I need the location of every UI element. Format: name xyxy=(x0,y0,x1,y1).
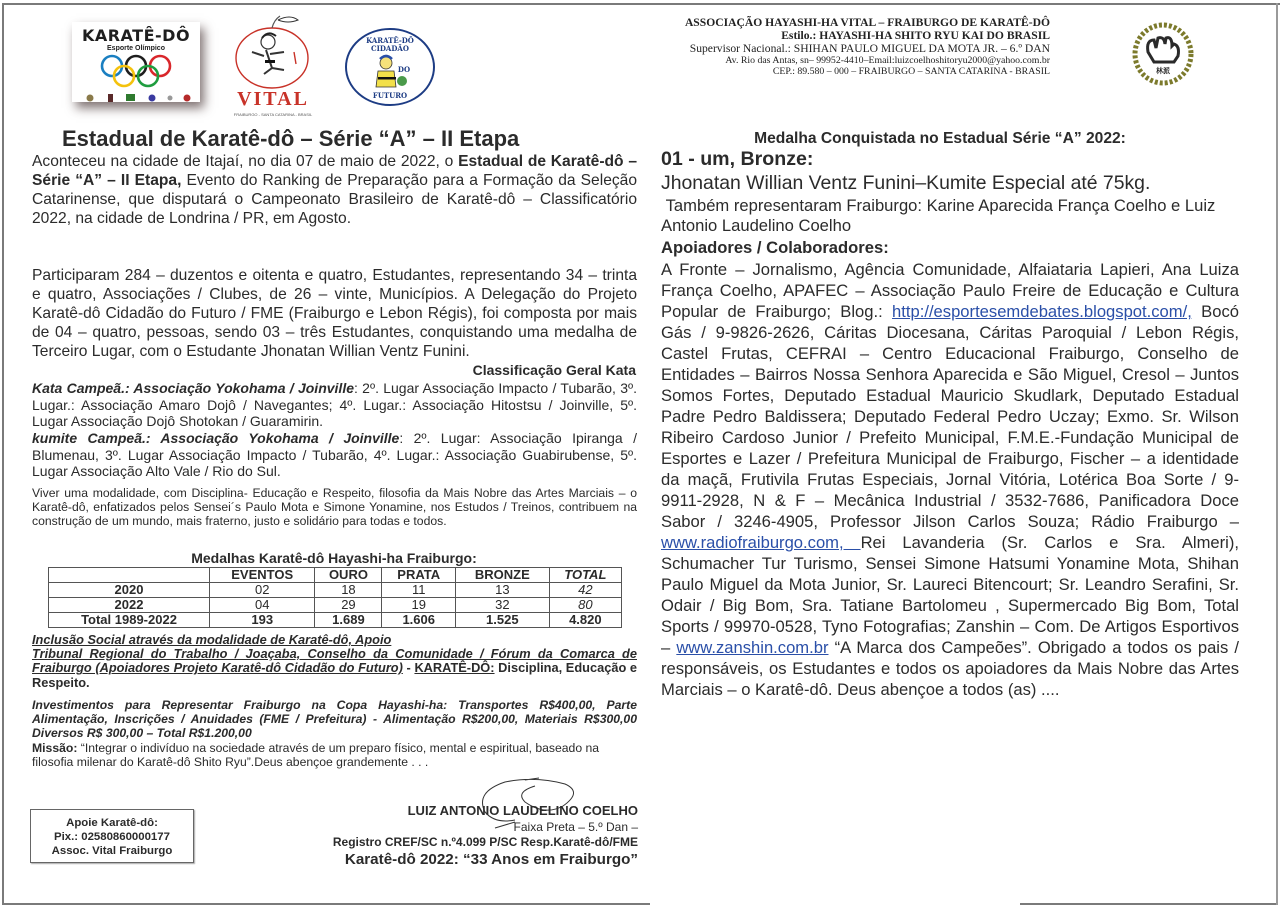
table-cell: 04 xyxy=(210,598,315,613)
kata-results xyxy=(32,380,637,430)
supporters-list xyxy=(661,259,1239,700)
cidadao-logo-line4: FUTURO xyxy=(372,91,408,100)
mission-text: “Integrar o indivíduo na sociedade através de um preparo físico, mental e espiritual, baseado na filosofia milenar do Karatê-dô Shito Ryu”.Deus abençoe grandemente . . . xyxy=(32,741,600,769)
signature-block xyxy=(228,802,638,870)
supporters-title: Apoiadores / Colaboradores: xyxy=(661,238,889,257)
intro-text-1: Aconteceu na cidade de Itajaí, no dia 07 de maio de 2022, o xyxy=(32,153,459,170)
also-represented: Também representaram Fraiburgo: Karine Aparecida França Coelho e Luiz Antonio Laudelino Coelho xyxy=(661,196,1220,235)
vital-logo-title: VITAL xyxy=(237,88,309,110)
medals-table-header xyxy=(49,568,622,583)
supporters-text-1: A Fronte – Jornalismo, Agência Comunidade, Alfaiataria Lapieri, Ana Luiza França Coelho, APAFEC – Associação Paulo Freire de Educação e Cultura Popular de Fraiburgo; Blog.: xyxy=(661,260,1239,321)
kata-placings: : 2º. Lugar Associação Impacto / Tubarão, 3º. Lugar.: Associação Amaro Dojô / Navegantes; 4º. Lugar.: Associação Hitostsu / Joinville, 5º. Lugar Associação Dojô Shotokan / Guaramirin. xyxy=(32,380,637,429)
medals-table xyxy=(48,567,622,628)
blog-link[interactable]: http://esportesemdebates.blogspot.com/, xyxy=(892,302,1192,321)
table-cell: 42 xyxy=(549,583,621,598)
pix-key: Pix.: 02580860000177 xyxy=(54,831,170,843)
karate-do-logo-subtitle: Esporte Olímpico xyxy=(107,45,165,52)
table-cell: 13 xyxy=(455,583,549,598)
fist-laurel-icon xyxy=(1132,22,1194,86)
inclusion-line1: Inclusão Social através da modalidade de Karatê-dô, Apoio xyxy=(32,632,392,647)
participants-paragraph: Participaram 284 – duzentos e oitenta e quatro, Estudantes, representando 34 – trinta e quatro, Associações / Clubes, de 26 – vinte, Municípios. A Delegação do Projeto Karatê-dô Cidadão do Futuro / FME (Fraiburgo e Lebon Régis), foi composta por mais de 04 – quatro, pessoas, sendo 03 – três Estudantes, conquistando uma medalha de Terceiro Lugar, com o Estudante Jhonatan Willian Ventz Funini. xyxy=(32,267,637,360)
olympic-rings-icon xyxy=(72,52,200,108)
row-label: 2020 xyxy=(49,583,210,598)
philosophy-paragraph: Viver uma modalidade, com Disciplina- Educação e Respeito, filosofia da Mais Nobre das Artes Marciais – o Karatê-dô, enfatizados pelos Sensei´s Paulo Mota e Simone Yonamine, nos Estudos / Treinos, contribuem na construção de um mundo, mais fraterno, justo e solidário para todas e todos. xyxy=(32,486,637,528)
karate-cidadao-do-futuro-logo xyxy=(344,27,436,107)
supporters-text-4: “A Marca dos Campeões”. Obrigado a todos os pais / responsáveis, os Estudantes e todos os apoiadores da Mais Nobre das Artes Marciais – o Karatê-dô. Deus abençoe a todos (as) .... xyxy=(661,638,1239,699)
table-cell: 1.525 xyxy=(455,613,549,628)
pix-line1: Apoie Karatê-dô: xyxy=(66,817,158,829)
intro-paragraph xyxy=(32,152,637,228)
inclusion-rest: Disciplina, Educação e Respeito. xyxy=(32,660,638,690)
kumite-placings: : 2º. Lugar: Associação Ipiranga / Blumenau, 3º. Lugar Associação Impacto / Tubarão, 4º. Lugar.: Associação Guabirubense, 5º. Lugar Associação Alto Vale / Rio do Sul. xyxy=(32,430,637,479)
karate-do-logo-title: KARATÊ-DÔ xyxy=(81,26,191,45)
apple-karateka-icon xyxy=(228,12,318,92)
zanshin-link[interactable]: www.zanshin.com.br xyxy=(676,638,829,657)
table-cell: 11 xyxy=(382,583,456,598)
cidadao-logo-line2: CIDADÃO xyxy=(371,44,409,53)
table-row xyxy=(49,583,622,598)
header-cell: TOTAL xyxy=(549,568,621,583)
header-cell: OURO xyxy=(315,568,382,583)
header-cell: EVENTOS xyxy=(210,568,315,583)
table-cell: 4.820 xyxy=(549,613,621,628)
kumite-champion: kumite Campeã.: Associação Yokohama / Joinville xyxy=(32,430,400,446)
vital-logo-subtitle: FRAIBURGO - SANTA CATARINA - BRASIL xyxy=(233,112,313,117)
table-row xyxy=(49,598,622,613)
table-cell: 1.606 xyxy=(382,613,456,628)
radio-link[interactable]: www.radiofraiburgo.com, xyxy=(661,533,861,552)
pix-support-box xyxy=(30,809,194,863)
table-cell: 29 xyxy=(315,598,382,613)
table-cell: 193 xyxy=(210,613,315,628)
association-address: Av. Rio das Antas, sn– 99952-4410–Email:luizcoelhoshitoryu2000@yahoo.com.br xyxy=(725,55,1050,66)
medals-table-title: Medalhas Karatê-dô Hayashi-ha Fraiburgo: xyxy=(191,550,477,566)
bronze-count: 01 - um, Bronze: xyxy=(661,148,814,170)
investments-paragraph: Investimentos para Representar Fraiburgo na Copa Hayashi-ha: Transportes R$400,00, Parte Alimentação, Inscrições / Anuidades (FME / Prefeitura) - Alimentação R$200,00, Materiais R$300,00 Diversos R$ 300,00 – Total R$1.200,00 xyxy=(32,698,637,740)
mission-paragraph xyxy=(32,741,637,769)
inclusion-line2: Tribunal Regional do Trabalho / Joaçaba, Conselho da Comunidade / Fórum da Comarca de Fraiburgo (Apoiadores Projeto Karatê-dô Cidadão do Futuro) xyxy=(32,646,637,676)
signer-registry: Registro CREF/SC n.º4.099 P/SC Resp.Karatê-dô/FME xyxy=(332,835,638,849)
table-row xyxy=(49,613,622,628)
table-cell: 32 xyxy=(455,598,549,613)
intro-text-2: Evento do Ranking de Preparação para a Formação da Seleção Catarinense, que disputará o Campeonato Brasileiro de Karatê-dô – Classificatório 2022, na cidade de Londrina / PR, em Agosto. xyxy=(32,172,638,227)
cidadao-logo-line1: KARATÊ-DÔ xyxy=(366,36,414,45)
association-supervisor: Supervisor Nacional.: SHIHAN PAULO MIGUEL DA MOTA JR. – 6.º DAN xyxy=(689,42,1050,55)
header-cell xyxy=(49,568,210,583)
page-border-right xyxy=(1276,3,1278,905)
medalist-name: Jhonatan Willian Ventz Funini–Kumite Especial até 75kg. xyxy=(661,172,1151,194)
association-header xyxy=(540,16,1050,77)
association-name: ASSOCIAÇÃO HAYASHI-HA VITAL – FRAIBURGO DE KARATÊ-DÔ xyxy=(684,16,1050,29)
cidadao-logo-line3: DO xyxy=(397,65,411,74)
association-style: Estilo.: HAYASHI-HA SHITO RYU KAI DO BRASIL xyxy=(781,29,1050,42)
page-border-bottom-right xyxy=(1020,903,1278,905)
table-cell: 1.689 xyxy=(315,613,382,628)
anniversary-slogan: Karatê-dô 2022: “33 Anos em Fraiburgo” xyxy=(344,851,638,868)
table-cell: 80 xyxy=(549,598,621,613)
signer-rank: Faixa Preta – 5.º Dan – xyxy=(513,820,638,834)
table-cell: 02 xyxy=(210,583,315,598)
association-cep: CEP.: 89.580 – 000 – FRAIBURGO – SANTA CATARINA - BRASIL xyxy=(772,66,1050,77)
header-cell: PRATA xyxy=(382,568,456,583)
intro-event-name: Estadual de Karatê-dô – Série “A” – II Etapa, xyxy=(32,153,637,189)
header-cell: BRONZE xyxy=(455,568,549,583)
karate-do-olympic-logo xyxy=(72,22,200,102)
pix-line3: Assoc. Vital Fraiburgo xyxy=(51,845,173,857)
table-cell: 19 xyxy=(382,598,456,613)
kata-champion: Kata Campeã.: Associação Yokohama / Joinville xyxy=(32,380,354,396)
kumite-results xyxy=(32,430,637,480)
inclusion-separator: - xyxy=(402,660,415,676)
row-label: Total 1989-2022 xyxy=(49,613,210,628)
signer-name: LUIZ ANTONIO LAUDELINO COELHO xyxy=(407,803,638,818)
supporters-text-2: Bocó Gás / 9-9826-2626, Cáritas Diocesana, Cáritas Paroquial / Lebon Régis, Castel Frutas, CEFRAI – Centro Educacional Fraiburgo, Conselho de Entidades – Bairros Nossa Senhora Aparecida e São Miguel, Cresol – Juntos Somos Fortes, Deputado Estadual Mauricio Skudlark, Deputado Estadual Padre Pedro Baldissera; Deputado Federal Pedro Uczay; Exmo. Sr. Wilson Ribeiro Cardoso Junior / Prefeito Municipal, F.M.E.-Fundação Municipal de Esportes e Lazer / Prefeitura Municipal de Fraiburgo, Fischer – a identidade da maçã, Frutivila Frutas Especiais, Jornal Vitória, Lotérica Boa Sorte / 9-9911-2928, N & F – Mecânica Industrial / 3532-7686, Panificadora Doce Sabor / 3246-4905, Professor Jilson Carlos Souza; Rádio Fraiburgo – xyxy=(661,302,1239,531)
vital-logo xyxy=(228,12,318,117)
classification-title: Classificação Geral Kata xyxy=(472,362,636,378)
social-inclusion-paragraph xyxy=(32,633,637,690)
supporters-text-3: Rei Lavanderia (Sr. Carlos e Sra. Almeri), Schumacher Tur Turismo, Sensei Simone Hatsumi Yonamine Mota, Shihan Paulo Miguel da Mota Junior, Sr. Laureci Bitencourt; Sr. Leandro Serafini, Sr. Odair / Big Bom, Sra. Tatiane Bartolomeu , Supermercado Big Bom, Total Sports / 99970-0528, Tyno Fotografias; Zanshin – Com. De Artigos Esportivos – xyxy=(661,533,1239,657)
shito-ryu-emblem xyxy=(1132,22,1194,86)
mission-label: Missão: xyxy=(32,741,78,755)
article-title: Estadual de Karatê-dô – Série “A” – II Etapa xyxy=(62,126,520,151)
table-cell: 18 xyxy=(315,583,382,598)
row-label: 2022 xyxy=(49,598,210,613)
page-border-bottom-left xyxy=(2,903,650,905)
medal-section-title: Medalha Conquistada no Estadual Série “A” 2022: xyxy=(754,130,1126,147)
inclusion-karate-label: KARATÊ-DÔ: xyxy=(414,660,495,676)
shito-ryu-emblem-text: 林派 xyxy=(1156,68,1170,75)
